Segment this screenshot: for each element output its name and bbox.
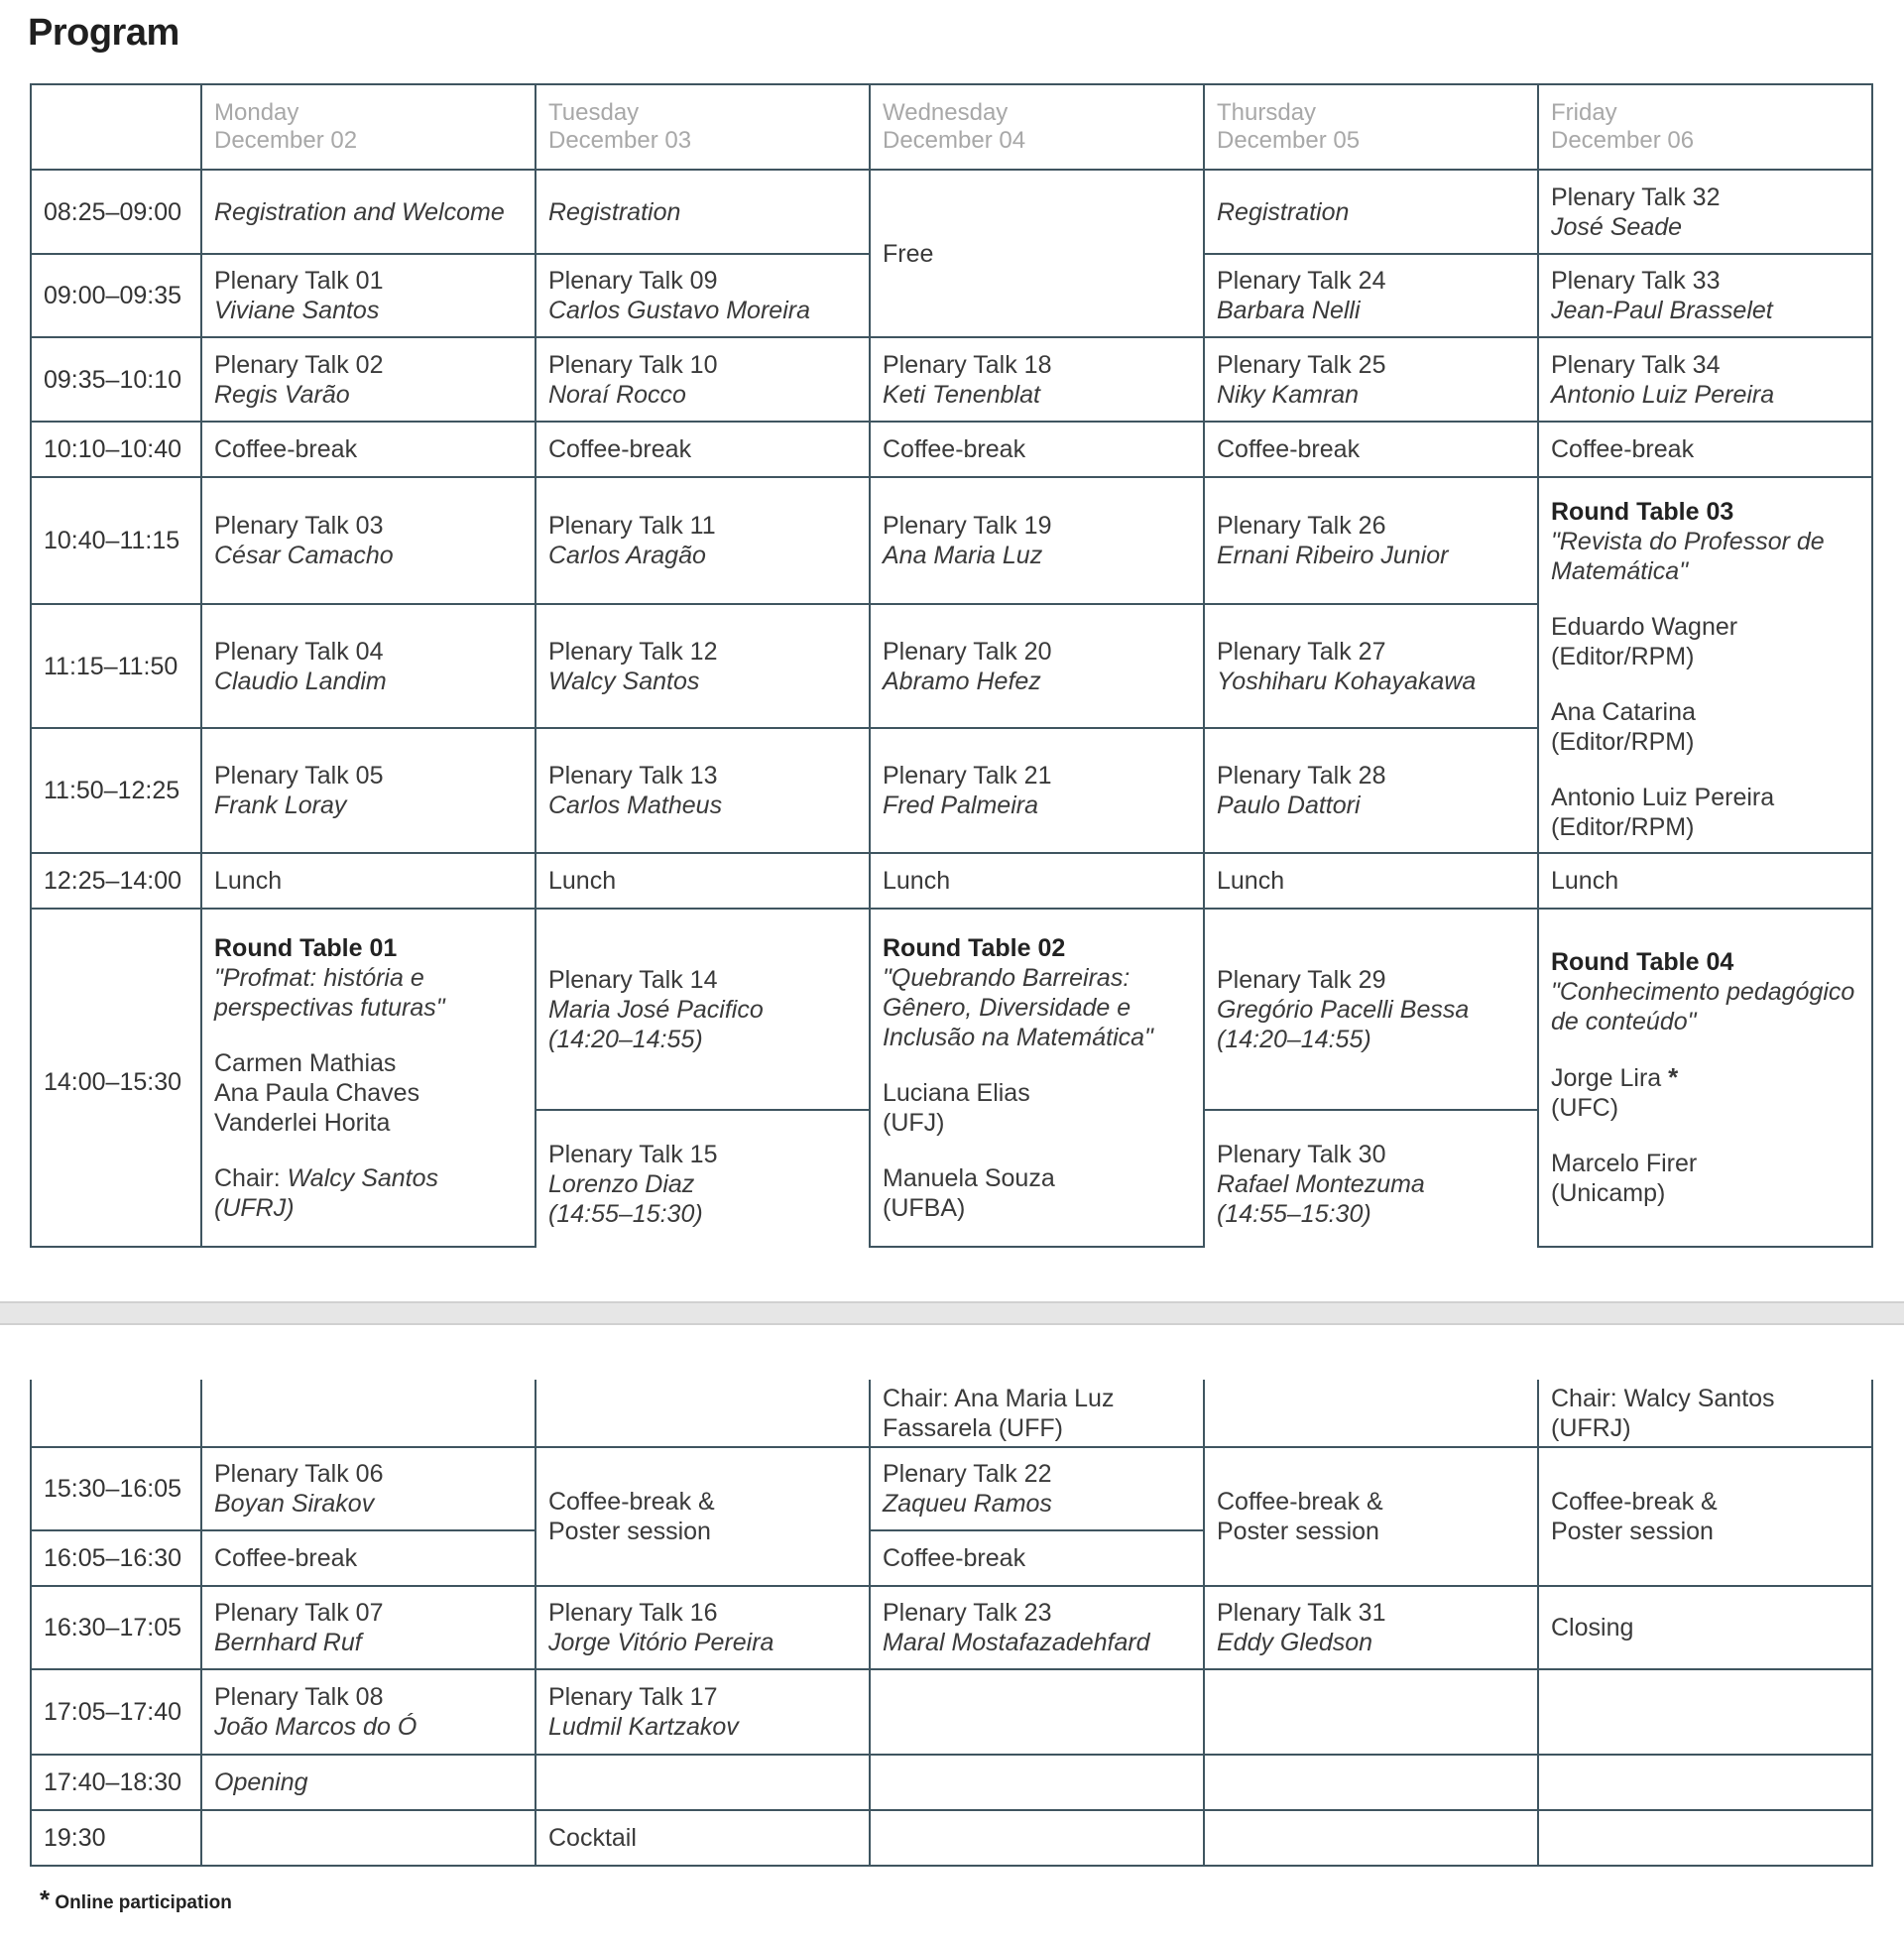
schedule-row bbox=[31, 422, 1872, 477]
talk-cell: Plenary Talk 12 Walcy Santos bbox=[536, 604, 870, 728]
talk-cell: Plenary Talk 11 Carlos Aragão bbox=[536, 477, 870, 604]
empty-cell bbox=[1538, 1755, 1872, 1810]
talk-cell: Plenary Talk 31 Eddy Gledson bbox=[1204, 1586, 1538, 1669]
round-table-cell: Round Table 03 "Revista do Professor de Matemática" Eduardo Wagner (Editor/RPM) Ana Catarina (Editor/RPM) Antonio Luiz Pereira (Editor/RPM) bbox=[1538, 477, 1872, 853]
chair-cell: Chair: Ana Maria Luz Fassarela (UFF) bbox=[870, 1380, 1204, 1447]
talk-cell: Plenary Talk 29 Gregório Pacelli Bessa (14:20–14:55) bbox=[1204, 909, 1538, 1110]
closing-cell: Closing bbox=[1538, 1586, 1872, 1669]
day-header-friday: Friday December 06 bbox=[1538, 84, 1872, 170]
lunch-cell: Lunch bbox=[1538, 853, 1872, 909]
talk-cell: Plenary Talk 26 Ernani Ribeiro Junior bbox=[1204, 477, 1538, 604]
empty-cell bbox=[1204, 1669, 1538, 1755]
chair-cell: Chair: Walcy Santos (UFRJ) bbox=[1538, 1380, 1872, 1447]
session-cell: Registration bbox=[536, 170, 870, 254]
talk-cell: Plenary Talk 30 Rafael Montezuma (14:55–15:30) bbox=[1204, 1110, 1538, 1247]
continuation-row bbox=[31, 1380, 1872, 1447]
empty-cell bbox=[1538, 1669, 1872, 1755]
time-slot: 19:30 bbox=[31, 1810, 201, 1866]
round-table-cell: Round Table 04 "Conhecimento pedagógico de conteúdo" Jorge Lira * (UFC) Marcelo Firer (Unicamp) bbox=[1538, 909, 1872, 1247]
schedule-row bbox=[31, 1586, 1872, 1669]
page-separator bbox=[0, 1301, 1904, 1325]
talk-cell: Plenary Talk 08 João Marcos do Ó bbox=[201, 1669, 536, 1755]
lunch-cell: Lunch bbox=[1204, 853, 1538, 909]
session-cell: Registration bbox=[1204, 170, 1538, 254]
empty-cell bbox=[31, 1380, 201, 1447]
schedule-row bbox=[31, 1447, 1872, 1530]
header-corner-cell bbox=[31, 84, 201, 170]
break-cell: Coffee-break bbox=[1538, 422, 1872, 477]
talk-cell: Plenary Talk 01 Viviane Santos bbox=[201, 254, 536, 337]
talk-cell: Plenary Talk 33 Jean-Paul Brasselet bbox=[1538, 254, 1872, 337]
time-slot: 17:40–18:30 bbox=[31, 1755, 201, 1810]
online-participation-marker: * bbox=[1668, 1061, 1679, 1092]
talk-cell: Plenary Talk 07 Bernhard Ruf bbox=[201, 1586, 536, 1669]
talk-cell: Plenary Talk 10 Noraí Rocco bbox=[536, 337, 870, 422]
empty-cell bbox=[870, 1755, 1204, 1810]
empty-cell bbox=[536, 1380, 870, 1447]
empty-cell bbox=[870, 1810, 1204, 1866]
empty-cell bbox=[1204, 1810, 1538, 1866]
footnote-star: * bbox=[40, 1885, 51, 1914]
poster-session-cell: Coffee-break & Poster session bbox=[1204, 1447, 1538, 1586]
break-cell: Coffee-break bbox=[201, 422, 536, 477]
session-cell: Registration and Welcome bbox=[201, 170, 536, 254]
time-slot: 11:50–12:25 bbox=[31, 728, 201, 853]
empty-cell bbox=[201, 1380, 536, 1447]
page-title: Program bbox=[28, 12, 179, 54]
opening-cell: Opening bbox=[201, 1755, 536, 1810]
talk-cell: Plenary Talk 25 Niky Kamran bbox=[1204, 337, 1538, 422]
empty-cell bbox=[1204, 1380, 1538, 1447]
talk-cell: Plenary Talk 13 Carlos Matheus bbox=[536, 728, 870, 853]
talk-cell: Plenary Talk 22 Zaqueu Ramos bbox=[870, 1447, 1204, 1530]
talk-cell: Plenary Talk 02 Regis Varão bbox=[201, 337, 536, 422]
talk-cell: Plenary Talk 32 José Seade bbox=[1538, 170, 1872, 254]
time-slot: 09:00–09:35 bbox=[31, 254, 201, 337]
break-cell: Coffee-break bbox=[201, 1530, 536, 1586]
schedule-row bbox=[31, 853, 1872, 909]
talk-cell: Plenary Talk 20 Abramo Hefez bbox=[870, 604, 1204, 728]
talk-cell: Plenary Talk 06 Boyan Sirakov bbox=[201, 1447, 536, 1530]
time-slot: 08:25–09:00 bbox=[31, 170, 201, 254]
schedule-row bbox=[31, 1755, 1872, 1810]
lunch-cell: Lunch bbox=[536, 853, 870, 909]
talk-cell: Plenary Talk 21 Fred Palmeira bbox=[870, 728, 1204, 853]
footnote-text: Online participation bbox=[55, 1892, 232, 1913]
talk-cell: Plenary Talk 04 Claudio Landim bbox=[201, 604, 536, 728]
empty-cell bbox=[870, 1669, 1204, 1755]
talk-cell: Plenary Talk 16 Jorge Vitório Pereira bbox=[536, 1586, 870, 1669]
talk-cell: Plenary Talk 19 Ana Maria Luz bbox=[870, 477, 1204, 604]
lunch-cell: Lunch bbox=[201, 853, 536, 909]
talk-cell: Plenary Talk 05 Frank Loray bbox=[201, 728, 536, 853]
day-header-monday: Monday December 02 bbox=[201, 84, 536, 170]
day-header-wednesday: Wednesday December 04 bbox=[870, 84, 1204, 170]
empty-cell bbox=[1538, 1810, 1872, 1866]
header-row bbox=[31, 84, 1872, 170]
schedule-row bbox=[31, 337, 1872, 422]
talk-cell: Plenary Talk 14 Maria José Pacifico (14:20–14:55) bbox=[536, 909, 870, 1110]
time-slot: 10:10–10:40 bbox=[31, 422, 201, 477]
footnote bbox=[40, 1885, 232, 1915]
break-cell: Coffee-break bbox=[870, 422, 1204, 477]
poster-session-cell: Coffee-break & Poster session bbox=[536, 1447, 870, 1586]
lunch-cell: Lunch bbox=[870, 853, 1204, 909]
day-header-thursday: Thursday December 05 bbox=[1204, 84, 1538, 170]
time-slot: 15:30–16:05 bbox=[31, 1447, 201, 1530]
talk-cell: Plenary Talk 24 Barbara Nelli bbox=[1204, 254, 1538, 337]
talk-cell: Plenary Talk 17 Ludmil Kartzakov bbox=[536, 1669, 870, 1755]
schedule-row bbox=[31, 477, 1872, 604]
time-slot: 17:05–17:40 bbox=[31, 1669, 201, 1755]
schedule-row bbox=[31, 909, 1872, 1110]
talk-cell: Plenary Talk 34 Antonio Luiz Pereira bbox=[1538, 337, 1872, 422]
round-table-cell: Round Table 02 "Quebrando Barreiras: Gênero, Diversidade e Inclusão na Matemática" Luciana Elias (UFJ) Manuela Souza (UFBA) bbox=[870, 909, 1204, 1247]
talk-cell: Plenary Talk 28 Paulo Dattori bbox=[1204, 728, 1538, 853]
program-table-part-1 bbox=[30, 83, 1873, 1248]
talk-cell: Plenary Talk 09 Carlos Gustavo Moreira bbox=[536, 254, 870, 337]
poster-session-cell: Coffee-break & Poster session bbox=[1538, 1447, 1872, 1586]
talk-cell: Plenary Talk 15 Lorenzo Diaz (14:55–15:30) bbox=[536, 1110, 870, 1247]
time-slot: 12:25–14:00 bbox=[31, 853, 201, 909]
schedule-row bbox=[31, 170, 1872, 254]
time-slot: 14:00–15:30 bbox=[31, 909, 201, 1247]
empty-cell bbox=[536, 1755, 870, 1810]
time-slot: 11:15–11:50 bbox=[31, 604, 201, 728]
empty-cell bbox=[201, 1810, 536, 1866]
talk-cell: Plenary Talk 27 Yoshiharu Kohayakawa bbox=[1204, 604, 1538, 728]
program-table-part-2 bbox=[30, 1380, 1873, 1867]
empty-cell bbox=[1204, 1755, 1538, 1810]
break-cell: Coffee-break bbox=[536, 422, 870, 477]
time-slot: 16:30–17:05 bbox=[31, 1586, 201, 1669]
break-cell: Coffee-break bbox=[1204, 422, 1538, 477]
schedule-row bbox=[31, 1669, 1872, 1755]
round-table-cell: Round Table 01 "Profmat: história e perspectivas futuras" Carmen Mathias Ana Paula Chaves Vanderlei Horita Chair: Walcy Santos (UFRJ) bbox=[201, 909, 536, 1247]
schedule-row bbox=[31, 1810, 1872, 1866]
time-slot: 09:35–10:10 bbox=[31, 337, 201, 422]
break-cell: Coffee-break bbox=[870, 1530, 1204, 1586]
cocktail-cell: Cocktail bbox=[536, 1810, 870, 1866]
talk-cell: Plenary Talk 23 Maral Mostafazadehfard bbox=[870, 1586, 1204, 1669]
time-slot: 10:40–11:15 bbox=[31, 477, 201, 604]
time-slot: 16:05–16:30 bbox=[31, 1530, 201, 1586]
talk-cell: Plenary Talk 03 César Camacho bbox=[201, 477, 536, 604]
day-header-tuesday: Tuesday December 03 bbox=[536, 84, 870, 170]
session-cell-free: Free bbox=[870, 170, 1204, 337]
talk-cell: Plenary Talk 18 Keti Tenenblat bbox=[870, 337, 1204, 422]
